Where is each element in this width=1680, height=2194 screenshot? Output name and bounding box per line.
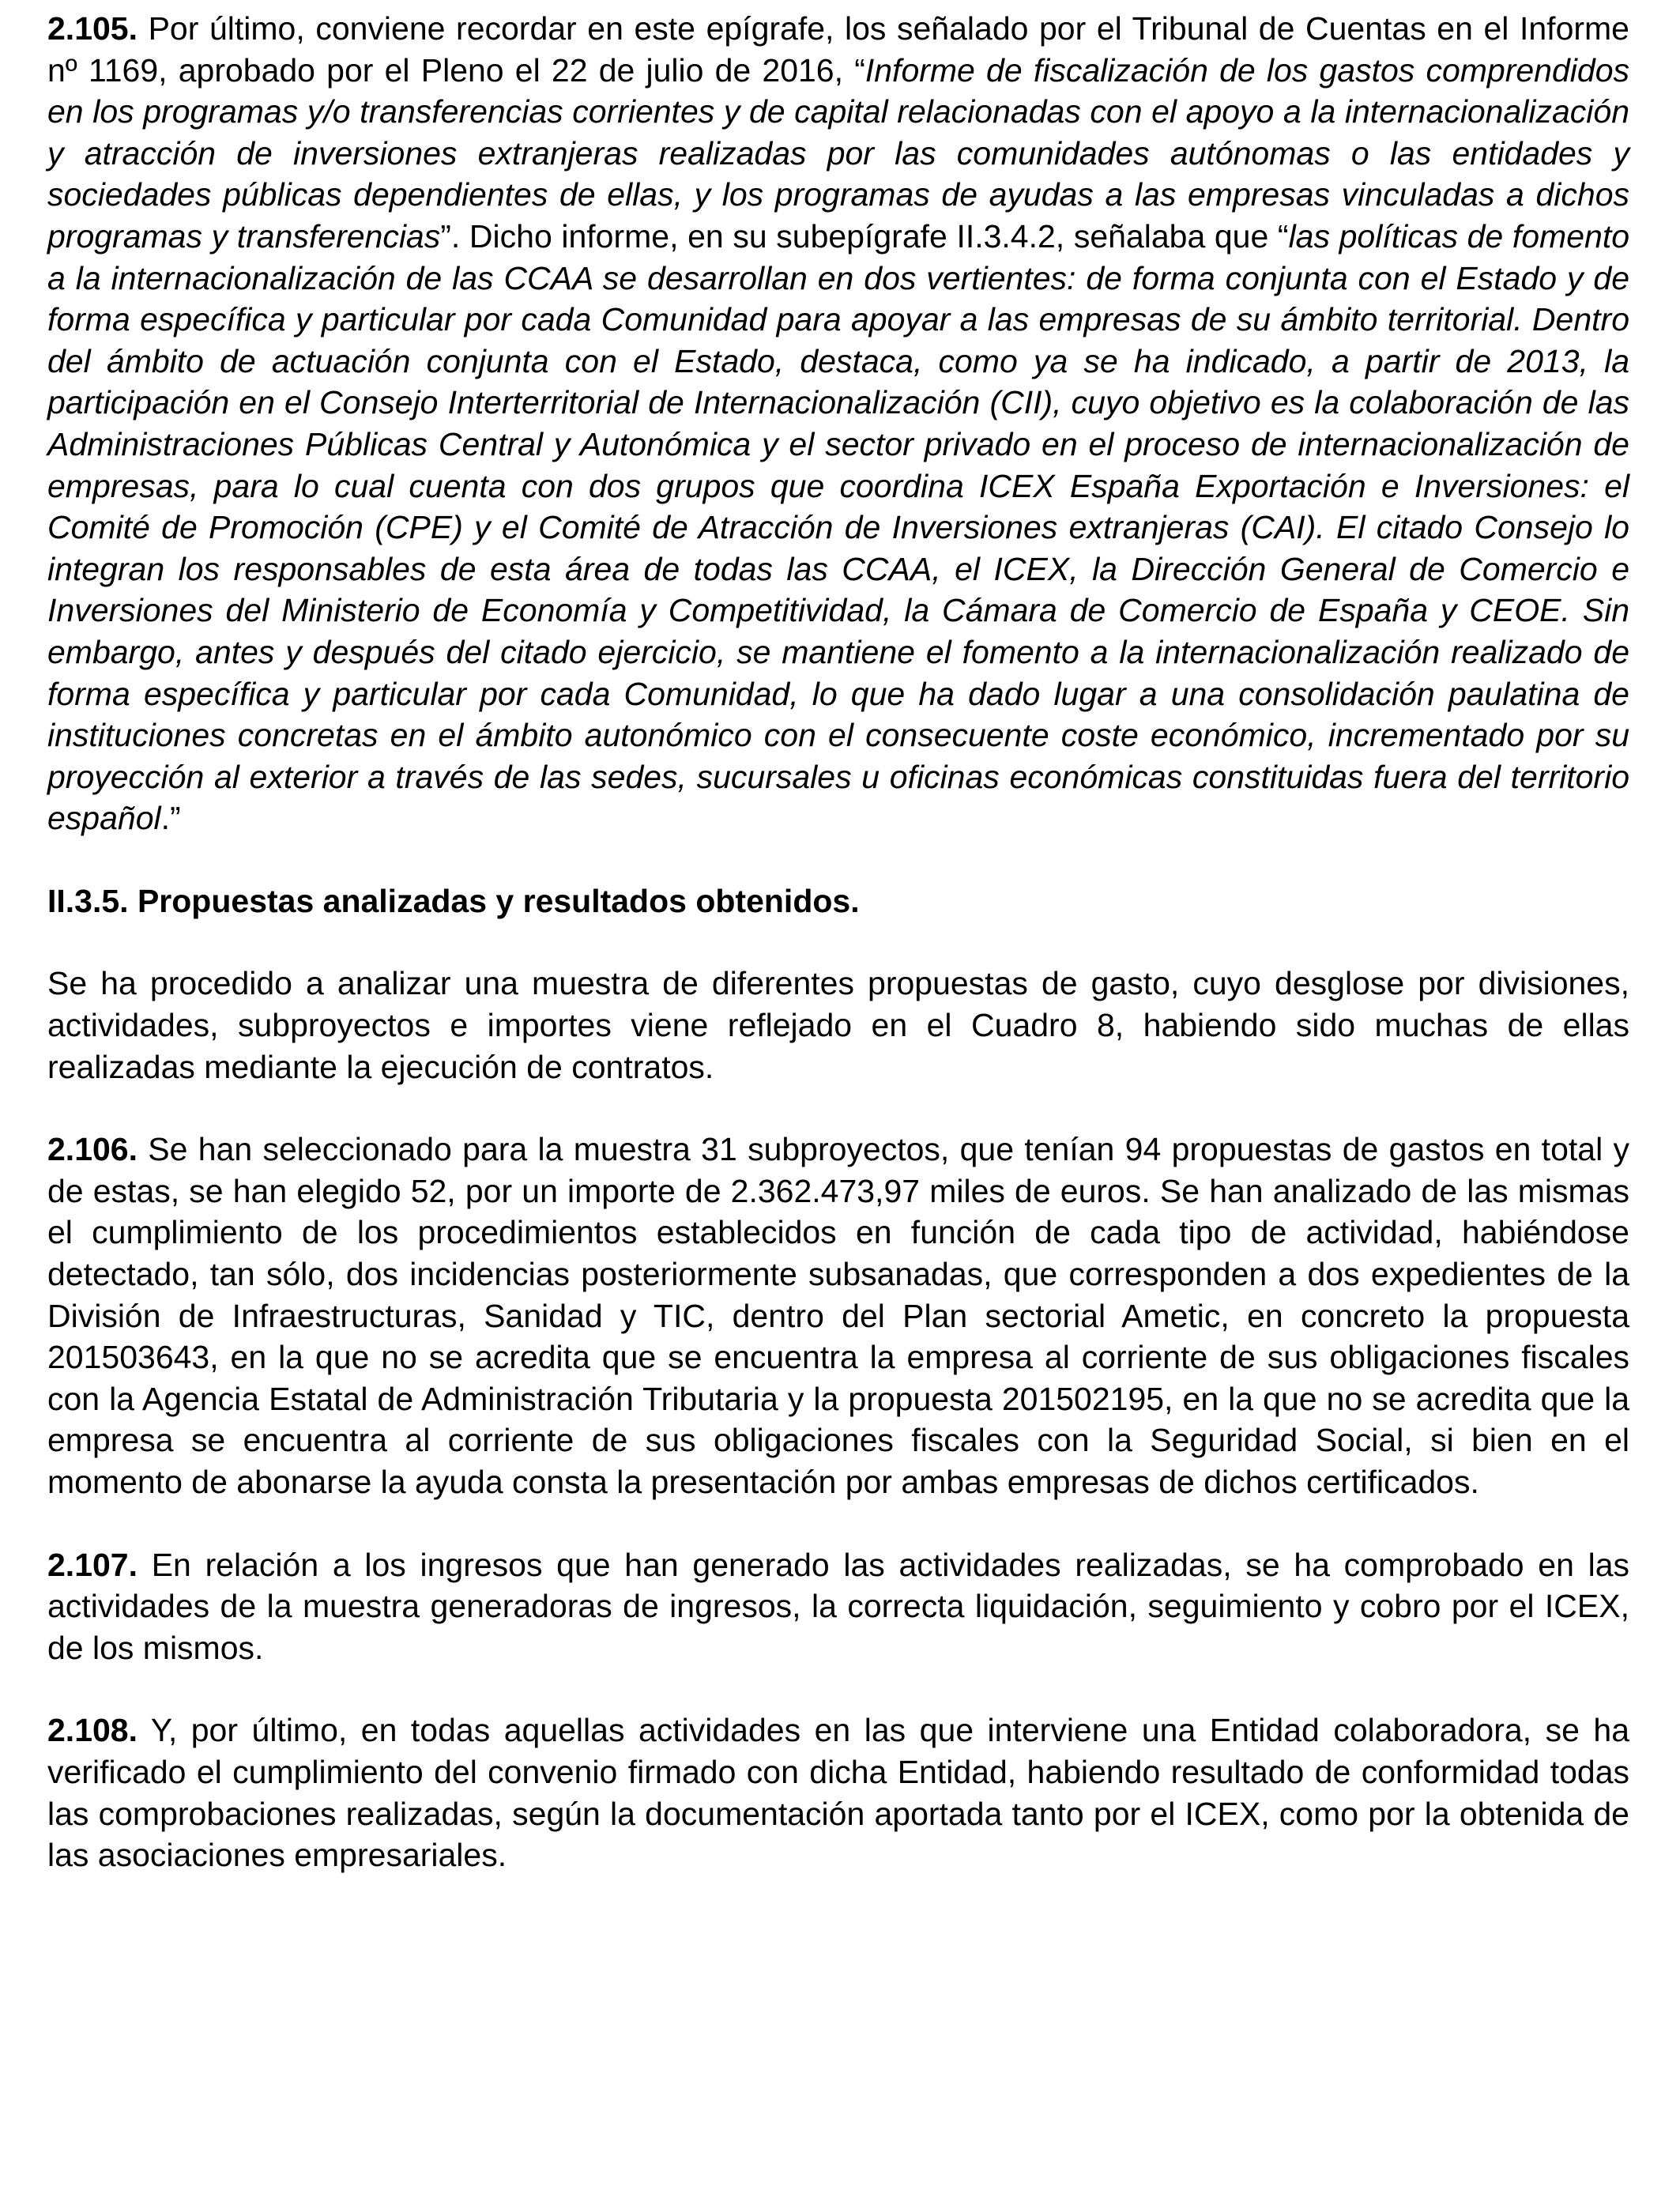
paragraph-text: ”. Dicho informe, en su subepígrafe II.3.4.2, señalaba que “ — [440, 217, 1289, 254]
quoted-report-title: Informe de fiscalización de los gastos comprendidos en los programas y/o transferencias corrientes y de capital relacionadas con el apoyo a la internacionalización y atracción de inversiones extranjeras realizadas por las comunidades autónomas o las entidades y sociedades públicas dependientes de ellas, y los programas de ayudas a las empresas vinculadas a dichos programas y transferencias — [47, 51, 1629, 254]
paragraph-text: Y, por último, en todas aquellas actividades en las que interviene una Entidad colaboradora, se ha verificado el cumplimiento del convenio firmado con dicha Entidad, habiendo resultado de conformidad todas las comprobaciones realizadas, según la documentación aportada tanto por el ICEX, como por la obtenida de las asociaciones empresariales. — [47, 1712, 1629, 1874]
paragraph-2-107 — [47, 1544, 1629, 1669]
paragraph-number: 2.108. — [47, 1712, 137, 1749]
paragraph-2-105 — [47, 8, 1629, 839]
section-heading: II.3.5. Propuestas analizadas y resultados obtenidos. — [47, 882, 860, 919]
quoted-report-excerpt: las políticas de fomento a la internacionalización de las CCAA se desarrollan en dos vertientes: de forma conjunta con el Estado y de forma específica y particular por cada Comunidad para apoyar a las empresas de su ámbito territorial. Dentro del ámbito de actuación conjunta con el Estado, destaca, como ya se ha indicado, a partir de 2013, la participación en el Consejo Interterritorial de Internacionalización (CII), cuyo objetivo es la colaboración de las Administraciones Públicas Central y Autonómica y el sector privado en el proceso de internacionalización de empresas, para lo cual cuenta con dos grupos que coordina ICEX España Exportación e Inversiones: el Comité de Promoción (CPE) y el Comité de Atracción de Inversiones extranjeras (CAI). El citado Consejo lo integran los responsables de esta área de todas las CCAA, el ICEX, la Dirección General de Comercio e Inversiones del Ministerio de Economía y Competitividad, la Cámara de Comercio de España y CEOE. Sin embargo, antes y después del citado ejercicio, se mantiene el fomento a la internacionalización realizado de forma específica y particular por cada Comunidad, lo que ha dado lugar a una consolidación paulatina de instituciones concretas en el ámbito autonómico con el consecuente coste económico, incrementado por su proyección al exterior a través de las sedes, sucursales u oficinas económicas constituidas fuera del territorio español — [47, 217, 1630, 837]
paragraph-2-108 — [47, 1710, 1629, 1875]
intro-paragraph: Se ha procedido a analizar una muestra de diferentes propuestas de gasto, cuyo desglose por divisiones, actividades, subproyectos e importes viene reflejado en el Cuadro 8, habiendo sido muchas de ellas realizadas mediante la ejecución de contratos. — [47, 965, 1629, 1085]
paragraph-number: 2.106. — [47, 1131, 137, 1168]
paragraph-text: Por último, conviene recordar en este epígrafe, los señalado por el Tribunal de Cuentas en el Informe nº 1169, aprobado por el Pleno el 22 de julio de 2016, “ — [47, 10, 1629, 89]
paragraph-text: Se han seleccionado para la muestra 31 subproyectos, que tenían 94 propuestas de gastos en total y de estas, se han elegido 52, por un importe de 2.362.473,97 miles de euros. Se han analizado de las mismas el cumplimiento de los procedimientos establecidos en función de cada tipo de actividad, habiéndose detectado, tan sólo, dos incidencias posteriormente subsanadas, que corresponden a dos expedientes de la División de Infraestructuras, Sanidad y TIC, dentro del Plan sectorial Ametic, en concreto la propuesta 201503643, en la que no se acredita que se encuentra la empresa al corriente de sus obligaciones fiscales con la Agencia Estatal de Administración Tributaria y la propuesta 201502195, en la que no se acredita que la empresa se encuentra al corriente de sus obligaciones fiscales con la Seguridad Social, si bien en el momento de abonarse la ayuda consta la presentación por ambas empresas de dichos certificados. — [47, 1131, 1629, 1500]
paragraph-number: 2.105. — [47, 10, 137, 47]
paragraph-number: 2.107. — [47, 1546, 137, 1583]
document-page — [47, 8, 1629, 1876]
paragraph-text: En relación a los ingresos que han generado las actividades realizadas, se ha comprobado en las actividades de la muestra generadoras de ingresos, la correcta liquidación, seguimiento y cobro por el ICEX, de los mismos. — [47, 1546, 1629, 1666]
paragraph-2-106 — [47, 1129, 1629, 1502]
paragraph-text: .” — [160, 800, 181, 837]
